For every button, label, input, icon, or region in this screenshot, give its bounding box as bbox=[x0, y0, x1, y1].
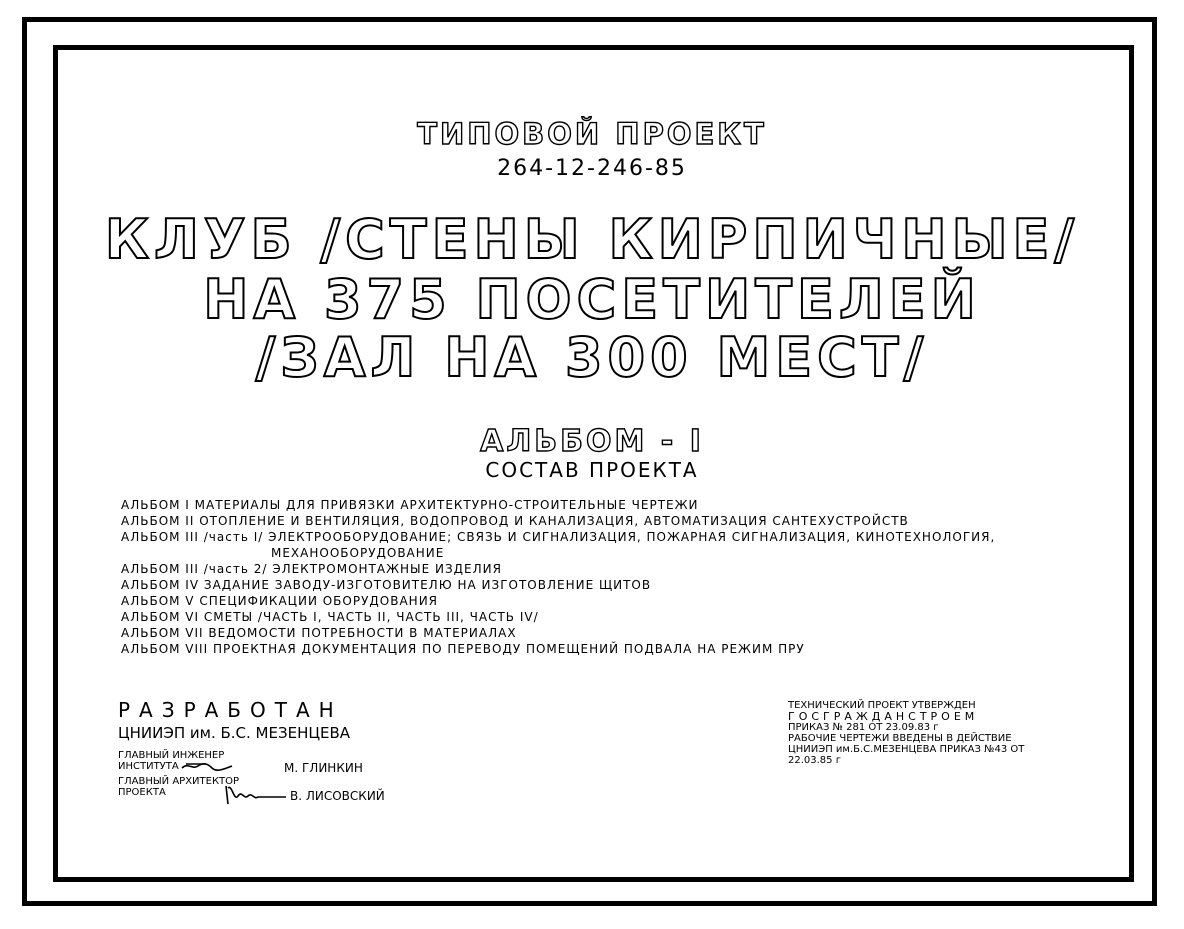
album-list-item: АЛЬБОМ III /часть I/ ЭЛЕКТРООБОРУДОВАНИЕ; СВЯЗЬ И СИГНАЛИЗАЦИЯ, ПОЖАРНАЯ СИГНАЛИЗАЦИЯ, КИНОТЕХНОЛОГИЯ, bbox=[121, 530, 996, 544]
approval-line-2: ГОСГРАЖДАНСТРОЕМ bbox=[788, 710, 979, 723]
approval-line-3: ПРИКАЗ № 281 ОТ 23.09.83 г bbox=[788, 722, 939, 733]
album-list-item: АЛЬБОМ V СПЕЦИФИКАЦИИ ОБОРУДОВАНИЯ bbox=[121, 594, 439, 608]
developer-block bbox=[118, 698, 448, 810]
chief-architect-role-line-2: ПРОЕКТА bbox=[118, 787, 166, 798]
album-list-item: АЛЬБОМ VIII ПРОЕКТНАЯ ДОКУМЕНТАЦИЯ ПО ПЕРЕВОДУ ПОМЕЩЕНИЙ ПОДВАЛА НА РЕЖИМ ПРУ bbox=[121, 642, 805, 656]
chief-engineer-role-line-1: ГЛАВНЫЙ ИНЖЕНЕР bbox=[118, 750, 225, 761]
album-list-item: АЛЬБОМ II ОТОПЛЕНИЕ И ВЕНТИЛЯЦИЯ, ВОДОПРОВОД И КАНАЛИЗАЦИЯ, АВТОМАТИЗАЦИЯ САНТЕХУСТРОЙСТВ bbox=[121, 514, 909, 528]
developer-title: РАЗРАБОТАН bbox=[118, 698, 343, 722]
album-list-item: АЛЬБОМ I МАТЕРИАЛЫ ДЛЯ ПРИВЯЗКИ АРХИТЕКТУРНО-СТРОИТЕЛЬНЫЕ ЧЕРТЕЖИ bbox=[121, 498, 699, 512]
album-list-item: АЛЬБОМ VI СМЕТЫ /ЧАСТЬ I, ЧАСТЬ II, ЧАСТЬ III, ЧАСТЬ IV/ bbox=[121, 610, 539, 624]
album-list-item: АЛЬБОМ VII ВЕДОМОСТИ ПОТРЕБНОСТИ В МАТЕРИАЛАХ bbox=[121, 626, 517, 640]
chief-architect-role-line-1: ГЛАВНЫЙ АРХИТЕКТОР bbox=[118, 776, 240, 787]
chief-engineer-signature-icon bbox=[180, 758, 234, 774]
chief-architect-row bbox=[118, 776, 448, 810]
chief-engineer-name: М. ГЛИНКИН bbox=[284, 761, 363, 775]
album-title: АЛЬБОМ - I bbox=[480, 424, 704, 459]
album-list-item: АЛЬБОМ III /часть 2/ ЭЛЕКТРОМОНТАЖНЫЕ ИЗДЕЛИЯ bbox=[121, 562, 502, 576]
main-title-line-3: /ЗАЛ НА 300 МЕСТ/ bbox=[255, 326, 929, 389]
album-subtitle: СОСТАВ ПРОЕКТА bbox=[485, 458, 699, 482]
album-list-item-continuation: МЕХАНООБОРУДОВАНИЕ bbox=[271, 546, 445, 560]
main-title-line-2: НА 375 ПОСЕТИТЕЛЕЙ bbox=[203, 268, 981, 331]
chief-engineer-row bbox=[118, 750, 448, 776]
approval-line-5: ЦНИИЭП им.Б.С.МЕЗЕНЦЕВА ПРИКАЗ №43 ОТ 22.03.85 г bbox=[788, 744, 1025, 766]
album-list-item: АЛЬБОМ IV ЗАДАНИЕ ЗАВОДУ-ИЗГОТОВИТЕЛЮ НА ИЗГОТОВЛЕНИЕ ЩИТОВ bbox=[121, 578, 652, 592]
project-code: 264-12-246-85 bbox=[497, 156, 687, 181]
approval-block bbox=[788, 700, 1048, 766]
project-type-title: ТИПОВОЙ ПРОЕКТ bbox=[417, 117, 767, 151]
approval-line-4: РАБОЧИЕ ЧЕРТЕЖИ ВВЕДЕНЫ В ДЕЙСТВИЕ bbox=[788, 733, 1012, 744]
main-title-line-1: КЛУБ /СТЕНЫ КИРПИЧНЫЕ/ bbox=[104, 208, 1080, 271]
approval-line-1: ТЕХНИЧЕСКИЙ ПРОЕКТ УТВЕРЖДЕН bbox=[788, 700, 976, 711]
chief-engineer-role-line-2: ИНСТИТУТА bbox=[118, 761, 179, 772]
chief-architect-signature-icon bbox=[218, 782, 288, 808]
album-contents-list bbox=[121, 497, 1061, 657]
developer-organization: ЦНИИЭП им. Б.С. МЕЗЕНЦЕВА bbox=[118, 724, 351, 742]
chief-architect-name: В. ЛИСОВСКИЙ bbox=[290, 789, 385, 803]
